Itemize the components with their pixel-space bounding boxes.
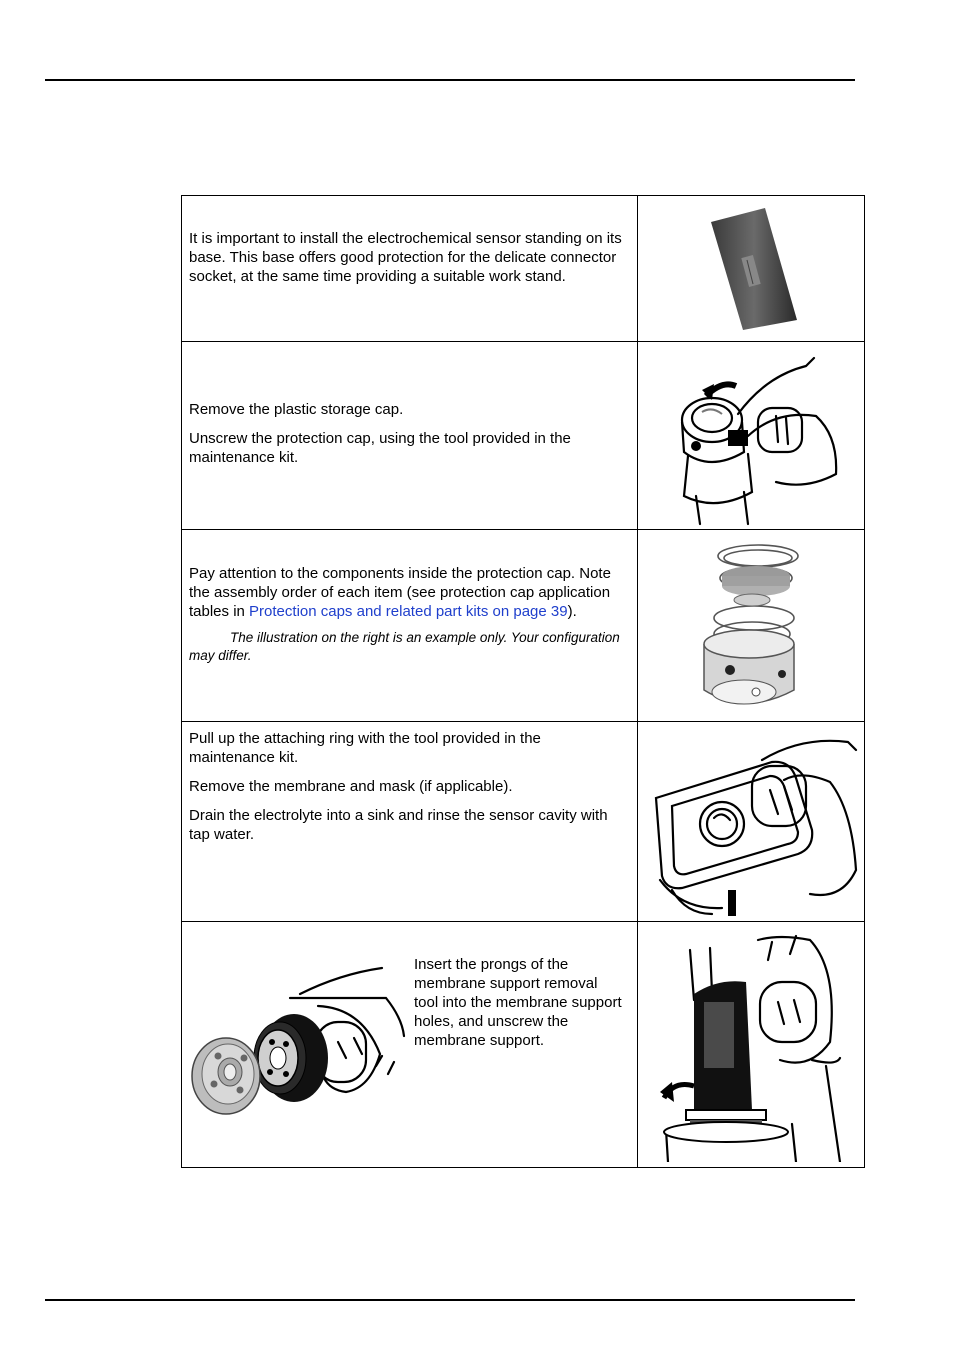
step-image-cell [638,196,865,342]
step-text-cell [182,342,638,530]
membrane-support-illustration [190,958,412,1118]
step-paragraph: Insert the prongs of the membrane support removal tool into the membrane support holes, and unscrew the membrane support. [414,956,622,1049]
step-image-cell [638,722,865,922]
sensor-base-illustration [693,204,813,332]
membrane-support-tool-illustration [660,930,846,1162]
note-text [189,629,627,665]
table-row [182,530,865,722]
step-paragraph: Remove the membrane and mask (if applicable). [189,778,513,795]
procedure-table [181,195,865,1168]
step-text: Pay attention to the components inside the protection cap. Note the assembly order of each item (see protection cap application tables in [189,565,611,620]
step-text-cell [182,922,638,1168]
table-row [182,922,865,1168]
step-text-cell [182,530,638,722]
step-text-cell [182,196,638,342]
cap-components-illustration [686,540,816,715]
step-paragraph: Drain the electrolyte into a sink and rinse the sensor cavity with tap water. [189,807,608,843]
unscrew-protection-cap-illustration [666,356,841,526]
table-row [182,722,865,922]
step-paragraph: Unscrew the protection cap, using the tool provided in the maintenance kit. [189,430,571,466]
table-row [182,342,865,530]
step-paragraph: It is important to install the electrochemical sensor standing on its base. This base offers good protection for the delicate connector socket, at the same time providing a suitable work stand. [189,230,622,285]
attaching-ring-illustration [652,730,858,916]
step-image-cell [638,342,865,530]
step-text: ). [567,603,577,620]
step-text-cell [182,722,638,922]
step-paragraph: Remove the plastic storage cap. [189,401,404,418]
note-body: The illustration on the right is an example only. Your configuration may differ. [189,630,620,663]
step-paragraph: Pull up the attaching ring with the tool provided in the maintenance kit. [189,730,541,766]
step-image-cell [638,922,865,1168]
step-paragraph [189,564,627,621]
table-row [182,196,865,342]
header-rule [45,79,855,81]
protection-caps-link[interactable]: Protection caps and related part kits on page 39 [249,603,568,620]
footer-rule [45,1299,855,1301]
step-image-cell [638,530,865,722]
